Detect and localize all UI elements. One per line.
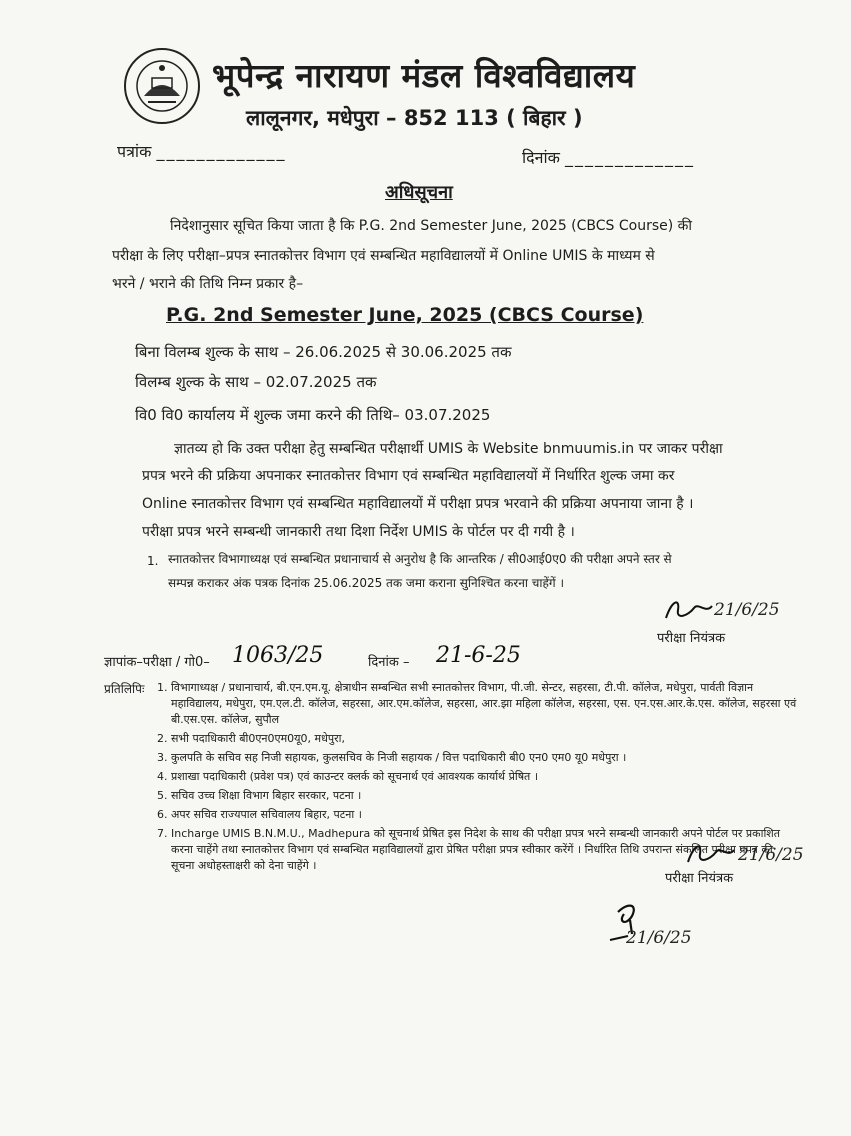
course-heading: P.G. 2nd Semester June, 2025 (CBCS Course)	[166, 304, 644, 326]
intro-line-2: परीक्षा के लिए परीक्षा–प्रपत्र स्नातकोत्तर विभाग एवं सम्बन्धित महाविद्यालयों में Online UMIS के माध्यम से	[112, 248, 655, 264]
initial-date: 21/6/25	[626, 928, 692, 948]
copy-item-text: अपर सचिव राज्यपाल सचिवालय बिहार, पटना ।	[171, 808, 362, 821]
copy-item	[157, 807, 797, 823]
signature-date-1: 21/6/25	[714, 600, 780, 620]
copy-item-number: 2.	[157, 732, 168, 745]
intro-line-1: निदेशानुसार सूचित किया जाता है कि P.G. 2nd Semester June, 2025 (CBCS Course) की	[170, 218, 693, 234]
copy-item-text: सभी पदाधिकारी बी0एन0एम0यू0, मधेपुरा,	[171, 732, 345, 745]
schedule-late-fee: विलम्ब शुल्क के साथ – 02.07.2025 तक	[135, 373, 377, 391]
signature-scribble-2	[684, 840, 736, 868]
schedule-no-late-fee: बिना विलम्ब शुल्क के साथ – 26.06.2025 से 30.06.2025 तक	[135, 343, 512, 361]
info-line-1: ज्ञातव्य हो कि उक्त परीक्षा हेतु सम्बन्धित परीक्षार्थी UMIS के Website bnmuumis.in पर जाकर परीक्षा	[174, 441, 723, 457]
copy-item-text: Incharge UMIS B.N.M.U., Madhepura को सूचनार्थ प्रेषित इस निदेश के साथ की परीक्षा प्रपत्र भरने सम्बन्धी जानकारी अपने पोर्टल पर प्रकाशित करना चाहेंगे तथा स्नातकोत्तर विभाग एवं सम्बन्धित महाविद्यालयों द्वारा प्रेषित परीक्षा प्रपत्र स्वीकार करेंगें । निर्धारित तिथि उपरान्त संकलित परीक्षा प्रपत्र की सूचना अधोहस्ताक्षरी को देना चाहेंगे ।	[171, 827, 781, 872]
signatory-1: परीक्षा नियंत्रक	[657, 631, 726, 646]
dispatch-date-label: दिनांक –	[368, 655, 410, 670]
copy-item-text: प्रशाखा पदाधिकारी (प्रवेश पत्र) एवं काउन्टर क्लर्क को सूचनार्थ एवं आवश्यक कार्यार्थ प्रेषित ।	[171, 770, 538, 783]
signature-scribble-1	[662, 596, 714, 624]
note-line-2: सम्पन्न कराकर अंक पत्रक दिनांक 25.06.2025 तक जमा कराना सुनिश्चित करना चाहेंगें ।	[168, 576, 565, 590]
note-number: 1.	[147, 554, 159, 568]
copy-item-number: 3.	[157, 751, 168, 764]
university-seal	[122, 46, 202, 126]
copy-item-number: 6.	[157, 808, 168, 821]
copy-item	[157, 680, 797, 728]
info-line-4: परीक्षा प्रपत्र भरने सम्बन्धी जानकारी तथा दिशा निर्देश UMIS के पोर्टल पर दी गयी है ।	[142, 524, 575, 540]
signature-1	[662, 596, 714, 628]
copy-item-text: कुलपति के सचिव सह निजी सहायक, कुलसचिव के निजी सहायक / वित्त पदाधिकारी बी0 एन0 एम0 यू0 मधेपुरा ।	[171, 751, 627, 764]
copy-item-number: 4.	[157, 770, 168, 783]
copy-item	[157, 750, 797, 766]
university-address: लालूनगर, मधेपुरा – 852 113 ( बिहार )	[246, 106, 583, 130]
letter-number	[117, 140, 286, 162]
dispatch-date-value: 21-6-25	[436, 643, 521, 668]
copy-label: प्रतिलिपिः	[104, 682, 145, 696]
copy-item	[157, 788, 797, 804]
copy-item-number: 7.	[157, 827, 168, 840]
university-name: भूपेन्द्र नारायण मंडल विश्वविद्यालय	[212, 56, 636, 95]
copy-item-text: सचिव उच्च शिक्षा विभाग बिहार सरकार, पटना ।	[171, 789, 362, 802]
dispatch-ref-label: ज्ञापांक–परीक्षा / गो0–	[104, 655, 210, 670]
copy-item-number: 5.	[157, 789, 168, 802]
dispatch-ref-value: 1063/25	[232, 643, 324, 668]
letter-date-label: दिनांक	[522, 148, 560, 167]
signature-date-2: 21/6/25	[738, 845, 804, 865]
schedule-fee-deposit: वि0 वि0 कार्यालय में शुल्क जमा करने की तिथि– 03.07.2025	[135, 406, 491, 424]
copy-item-text: विभागाध्यक्ष / प्रधानाचार्य, बी.एन.एम.यू. क्षेत्राधीन सम्बन्धित सभी स्नातकोत्तर विभाग, पी.जी. सेन्टर, सहरसा, टी.पी. कॉलेज, मधेपुरा, पार्वती विज्ञान महाविद्यालय, मधेपुरा, एम.एल.टी. कॉलेज, सहरसा, आर.एम.कॉलेज, सहरसा, आर.झा महिला कॉलेज, सहरसा, एस. एन.एस.आर.के.एस. कॉलेज, सहरसा एवं बी.एस.एस. कॉलेज, सुपौल	[171, 681, 797, 726]
note-line-1: स्नातकोत्तर विभागाध्यक्ष एवं सम्बन्धित प्रधानाचार्य से अनुरोध है कि आन्तरिक / सी0आई0ए0 की परीक्षा अपने स्तर से	[168, 552, 672, 566]
copy-item	[157, 731, 797, 747]
copy-item	[157, 769, 797, 785]
copy-item-number: 1.	[157, 681, 168, 694]
letter-number-value: _____________	[156, 142, 287, 161]
info-line-3: Online स्नातकोत्तर विभाग एवं सम्बन्धित महाविद्यालयों में परीक्षा प्रपत्र भरवाने की प्रक्रिया अपनाया जाना है ।	[142, 496, 694, 512]
letter-date-value: _____________	[565, 148, 696, 167]
notice-title: अधिसूचना	[385, 182, 453, 203]
letter-number-label: पत्रांक	[117, 142, 152, 161]
info-line-2: प्रपत्र भरने की प्रक्रिया अपनाकर स्नातकोत्तर विभाग एवं सम्बन्धित महाविद्यालयों में निर्धारित शुल्क जमा कर	[142, 468, 675, 484]
intro-line-3: भरने / भराने की तिथि निम्न प्रकार है–	[112, 276, 304, 292]
signatory-2: परीक्षा नियंत्रक	[665, 871, 734, 886]
letter-date	[522, 146, 695, 168]
